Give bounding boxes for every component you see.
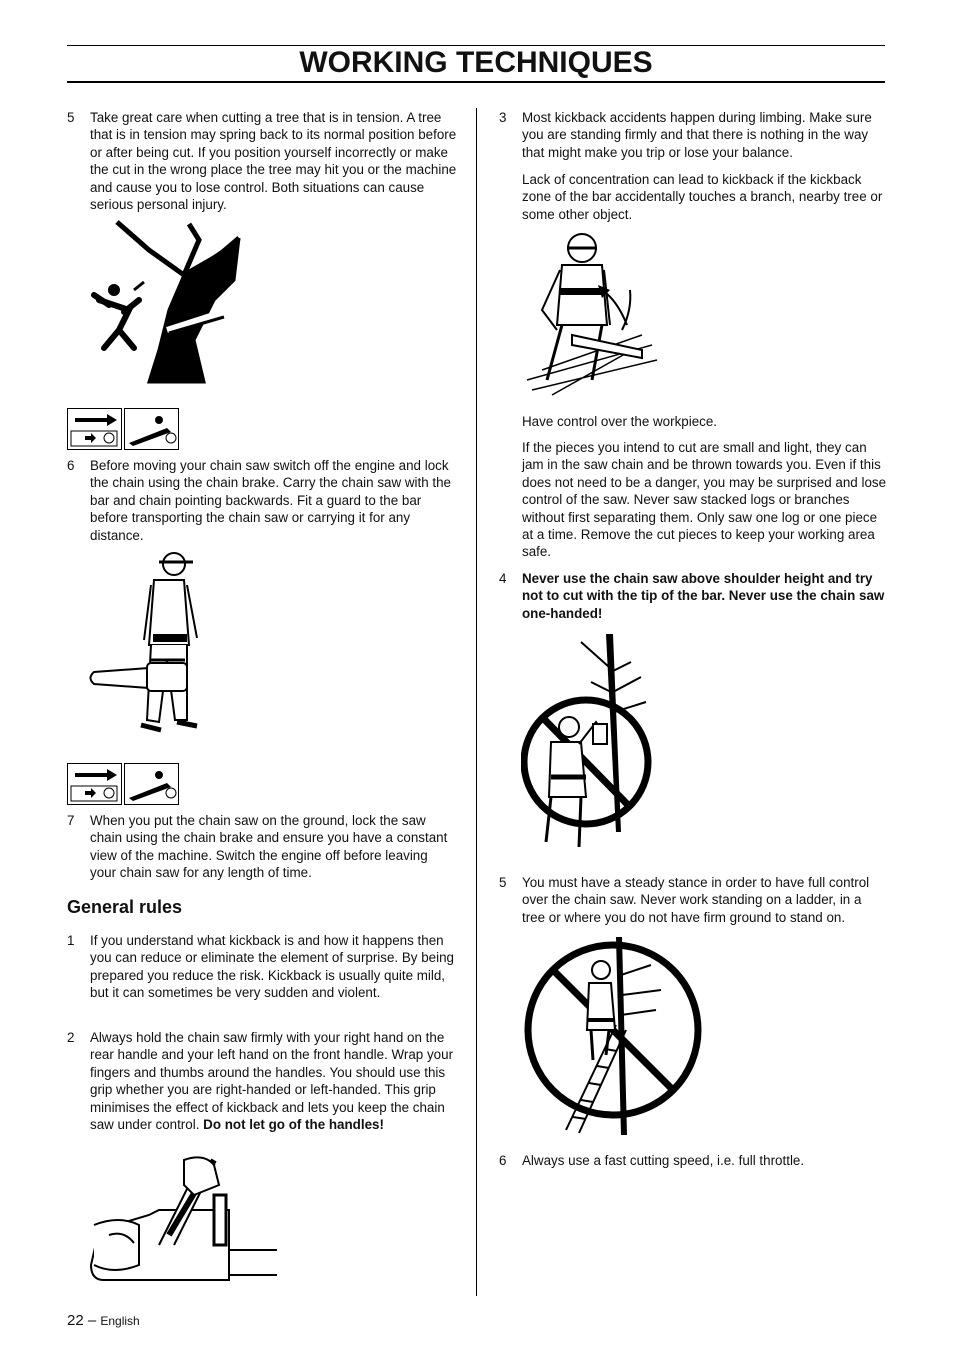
item-text: Most kickback accidents happen during limbing. Make sure you are standing firmly and that there is nothing in the way that might make you trip or lose your balance. xyxy=(522,110,872,160)
header-rule-bottom xyxy=(67,81,885,83)
page-footer xyxy=(67,1312,140,1329)
item-number: 5 xyxy=(67,110,75,125)
list-item-5-steady-stance xyxy=(499,874,887,926)
item-number: 5 xyxy=(499,875,507,890)
chainsaw-grip-illustration xyxy=(89,1155,279,1283)
item-number: 6 xyxy=(499,1153,507,1168)
list-item-3-limbing xyxy=(499,109,887,161)
chain-brake-icons-2 xyxy=(67,763,179,809)
item-text: Never use the chain saw above shoulder height and try not to cut with the tip of the bar. Never use the chain saw one-handed! xyxy=(522,571,885,621)
tree-tension-illustration xyxy=(89,220,269,385)
list-item-4-shoulder-height xyxy=(499,570,887,622)
workpiece-paragraph: If the pieces you intend to cut are small and light, they can jam in the saw chain and be thrown towards you. Even if this does not need to be a danger, you may be surprised and lose control of the saw. Never saw stacked logs or branches without first separating them. Only saw one log or one piece at a time. Remove the cut pieces to keep your working area safe. xyxy=(522,440,887,560)
grip-text: Always hold the chain saw firmly with your right hand on the rear handle and your left hand on the front handle. Wrap your fingers and thumbs around the handles. You should use this grip whether you are right-handed or left-handed. This grip minimises the effect of kickback and lets you keep the chain saw under control. xyxy=(90,1030,454,1133)
grip-warning: Do not let go of the handles! xyxy=(203,1117,384,1133)
item-text: Before moving your chain saw switch off the engine and lock the chain using the chain brake. Carry the chain saw with the bar and chain pointing backwards. Fit a guard to the bar before transporting the chain saw or carrying it for any distance. xyxy=(90,458,452,543)
footer-separator: – xyxy=(87,1312,97,1329)
list-item-6-moving xyxy=(67,457,457,544)
item-number: 7 xyxy=(67,813,75,828)
prohibited-ladder-illustration xyxy=(521,935,706,1140)
item-text: You must have a steady stance in order to have full control over the chain saw. Never work standing on a ladder, in a tree or where you do not have firm ground to stand on. xyxy=(522,875,870,925)
footer-language: English xyxy=(100,1314,140,1328)
section-heading-general-rules: General rules xyxy=(67,897,183,917)
list-item-6-full-throttle xyxy=(499,1152,887,1169)
carrying-chainsaw-illustration xyxy=(89,550,209,740)
column-divider xyxy=(476,108,477,1296)
page-title: WORKING TECHNIQUES xyxy=(299,46,653,79)
item-text: Always use a fast cutting speed, i.e. full throttle. xyxy=(522,1153,805,1168)
workpiece-control-text: Have control over the workpiece. xyxy=(522,414,718,429)
list-item-2-grip xyxy=(67,1029,457,1133)
item-text: If you understand what kickback is and how it happens then you can reduce or eliminate the element of surprise. By being prepared you reduce the risk. Kickback is usually quite mild, but it can sometimes be very sudden and violent. xyxy=(90,933,454,1001)
item-number: 1 xyxy=(67,933,75,948)
list-item-5-tension xyxy=(67,109,457,213)
list-item-1-kickback xyxy=(67,932,457,1002)
prohibited-above-shoulder-illustration xyxy=(521,632,661,862)
chain-brake-icons-1 xyxy=(67,408,179,454)
page-number: 22 xyxy=(67,1312,84,1329)
item-text xyxy=(90,1029,457,1133)
item-text: Take great care when cutting a tree that is in tension. A tree that is in tension may spring back to its normal position before or after being cut. If you position yourself incorrectly or make the cut in the wrong place the tree may hit you or the machine and cause you to lose control. Both situations can cause serious personal injury. xyxy=(90,110,457,213)
list-item-7-ground xyxy=(67,812,457,882)
item-number: 3 xyxy=(499,110,507,125)
kickback-concentration-paragraph: Lack of concentration can lead to kickback if the kickback zone of the bar accidentally touches a branch, nearby tree or some other object. xyxy=(522,172,883,222)
item-number: 2 xyxy=(67,1030,75,1045)
item-number: 6 xyxy=(67,458,75,473)
item-number: 4 xyxy=(499,571,507,586)
limbing-kickback-illustration xyxy=(522,230,662,400)
item-text: When you put the chain saw on the ground, lock the saw chain using the chain brake and ensure you have a constant view of the machine. Switch the engine off before leaving your chain saw for any length of time. xyxy=(90,813,448,881)
